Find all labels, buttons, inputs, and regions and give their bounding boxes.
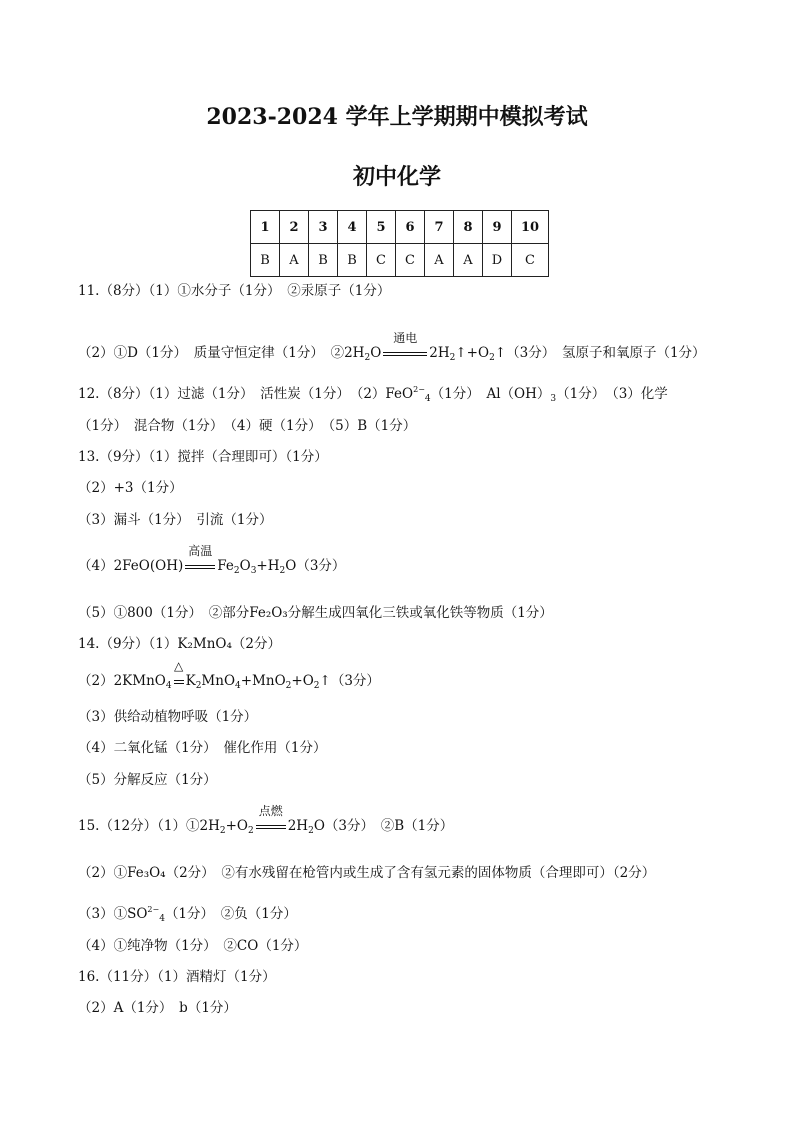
text-segment: K <box>185 673 196 689</box>
answer-line-15-2: （2）①Fe₃O₄（2分） ②有水残留在枪管内或生成了含有氢元素的固体物质（合理即可）（2分） <box>78 865 656 881</box>
text-segment: O（3分） <box>285 558 346 574</box>
answer-line-14-3: （3）供给动植物呼吸（1分） <box>78 709 258 725</box>
text-segment: MnO <box>201 673 236 689</box>
question-number: 10 <box>512 211 549 244</box>
answer-line-14-1: 14.（9分）（1）K₂MnO₄（2分） <box>78 636 281 652</box>
equals-sign <box>256 825 286 829</box>
answer-line-13-4 <box>78 544 346 580</box>
answer-line-11-1: 11.（8分）（1）①水分子（1分） ②汞原子（1分） <box>78 283 391 299</box>
answer-line-16-1: 16.（11分）（1）酒精灯（1分） <box>78 969 276 985</box>
text-segment: （1分） （3）化学 <box>556 386 668 402</box>
question-number: 4 <box>338 211 367 244</box>
answer-line-15-4: （4）①纯净物（1分） ②CO（1分） <box>78 938 308 954</box>
answer-cell: C <box>512 244 549 277</box>
subscript: 2 <box>313 681 320 691</box>
text-segment: O（3分） ②B（1分） <box>313 818 454 834</box>
answer-cell: D <box>483 244 512 277</box>
text-segment: +O <box>225 818 248 834</box>
question-number: 5 <box>367 211 396 244</box>
text-segment: +MnO <box>240 673 286 689</box>
subscript: 4 <box>235 681 241 691</box>
answer-cell: A <box>280 244 309 277</box>
text-segment: ↑+O <box>455 345 490 361</box>
question-number: 9 <box>483 211 512 244</box>
subscript: 2 <box>364 353 371 363</box>
answer-line-11-2 <box>78 331 706 367</box>
answer-cell: B <box>251 244 280 277</box>
subscript: 2 <box>219 826 226 836</box>
subscript: 3 <box>550 394 557 404</box>
answer-line-12-1 <box>78 381 668 408</box>
answer-line-13-5: （5）①800（1分） ②部分Fe₂O₃分解生成四氧化三铁或氧化铁等物质（1分） <box>78 605 553 621</box>
equals-sign <box>174 680 184 684</box>
page-title: 2023-2024 学年上学期期中模拟考试 <box>206 104 588 130</box>
subscript: 2 <box>449 353 456 363</box>
subscript: 2 <box>195 681 202 691</box>
answer-table-numbers-row <box>251 211 549 244</box>
question-number: 7 <box>425 211 454 244</box>
superscript: 2− <box>147 905 160 914</box>
reaction-condition <box>183 544 217 575</box>
text-segment: ↑（3分） 氢原子和氧原子（1分） <box>494 345 706 361</box>
answer-cell: B <box>309 244 338 277</box>
question-number: 3 <box>309 211 338 244</box>
subscript: 4 <box>424 394 431 404</box>
condition-label: 通电 <box>393 331 418 345</box>
question-number: 8 <box>454 211 483 244</box>
text-segment: O <box>370 345 382 361</box>
answer-line-15-3 <box>78 901 297 928</box>
answer-line-14-4: （4）二氧化锰（1分） 催化作用（1分） <box>78 740 327 756</box>
answer-line-12-2: （1分） 混合物（1分） （4）硬（1分） （5）B（1分） <box>78 418 417 434</box>
text-segment: 2H <box>429 345 450 361</box>
reaction-condition <box>172 659 186 690</box>
answer-table <box>250 210 549 277</box>
text-segment: +O <box>291 673 314 689</box>
text-segment: 12.（8分）（1）过滤（1分） 活性炭（1分） （2）FeO <box>78 386 414 402</box>
reaction-condition <box>381 331 429 362</box>
equals-sign <box>383 352 427 356</box>
condition-label: △ <box>173 659 184 673</box>
question-number: 2 <box>280 211 309 244</box>
subscript: 4 <box>159 914 165 924</box>
answer-cell: C <box>367 244 396 277</box>
text-segment: （4）2FeO(OH) <box>78 558 184 574</box>
subscript: 2 <box>233 566 240 576</box>
answer-line-16-2: （2）A（1分） b（1分） <box>78 1000 237 1016</box>
page-subtitle: 初中化学 <box>352 164 441 190</box>
text-segment: （1分） ②负（1分） <box>164 906 297 922</box>
text-segment: 2H <box>287 818 309 834</box>
subscript: 2 <box>247 826 254 836</box>
text-segment: Fe <box>217 558 234 574</box>
answer-cell: B <box>338 244 367 277</box>
text-segment: （1分） Al（OH） <box>430 386 551 402</box>
answer-cell: C <box>396 244 425 277</box>
equals-sign <box>185 565 215 569</box>
subscript: 4 <box>165 681 172 691</box>
text-segment: （2）2KMnO <box>78 673 166 689</box>
condition-label: 点燃 <box>258 804 283 818</box>
answer-cell: A <box>425 244 454 277</box>
subscript: 2 <box>308 826 314 836</box>
text-segment: ↑（3分） <box>319 673 380 689</box>
answer-line-13-3: （3）漏斗（1分） 引流（1分） <box>78 512 273 528</box>
text-segment: 15.（12分）（1）①2H <box>78 818 220 834</box>
subscript: 2 <box>279 566 286 576</box>
text-segment: （3）①SO <box>78 906 148 922</box>
question-number: 6 <box>396 211 425 244</box>
answer-line-14-5: （5）分解反应（1分） <box>78 772 217 788</box>
answer-line-13-1: 13.（9分）（1）搅拌（合理即可）（1分） <box>78 449 328 465</box>
condition-label: 高温 <box>188 544 213 558</box>
answer-line-13-2: （2）+3（1分） <box>78 480 183 496</box>
reaction-condition <box>254 804 288 835</box>
subscript: 3 <box>250 566 257 576</box>
answer-line-15-1 <box>78 804 454 840</box>
subscript: 2 <box>489 353 495 363</box>
answer-table-answers-row <box>251 244 549 277</box>
answer-line-14-2 <box>78 659 380 695</box>
superscript: 2− <box>413 385 425 394</box>
text-segment: O <box>239 558 251 574</box>
answer-cell: A <box>454 244 483 277</box>
question-number: 1 <box>251 211 280 244</box>
text-segment: +H <box>256 558 280 574</box>
text-segment: （2）①D（1分） 质量守恒定律（1分） ②2H <box>78 345 365 361</box>
subscript: 2 <box>285 681 292 691</box>
